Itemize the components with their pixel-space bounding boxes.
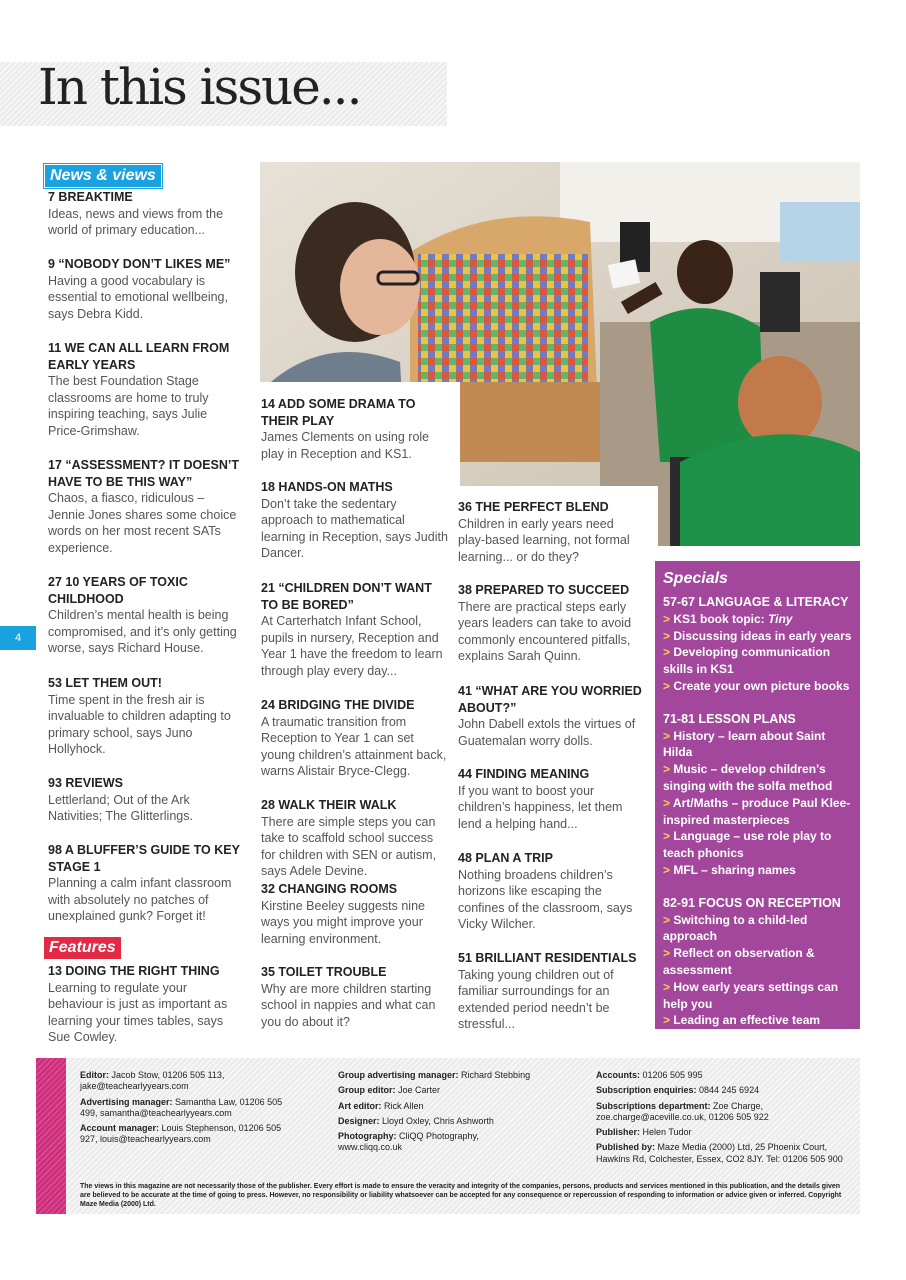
specials-item-label: Switching to a child-led approach: [663, 912, 808, 944]
credit-text: Richard Stebbing: [458, 1070, 531, 1080]
credit-text: Louis Stephenson, 01206 505 927, louis@teachearlyyears.com: [80, 1123, 282, 1145]
credit-label: Group advertising manager:: [338, 1070, 459, 1080]
article-title: 36 THE PERFECT BLEND: [458, 500, 609, 514]
article-title: 51 BRILLIANT RESIDENTIALS: [458, 951, 637, 965]
specials-item[interactable]: [663, 678, 852, 695]
article-desc: If you want to boost your children’s happiness, let them lend a helping hand...: [458, 783, 623, 831]
article-desc: James Clements on using role play in Reception and KS1.: [261, 430, 430, 461]
article-title: 7 BREAKTIME: [48, 190, 133, 204]
arrow-icon: >: [663, 979, 674, 994]
article-title: 98 A BLUFFER’S GUIDE TO KEY STAGE 1: [48, 843, 240, 874]
credit-label: Photography:: [338, 1131, 397, 1142]
article-entry[interactable]: [261, 697, 451, 780]
credit-entry: [80, 1097, 300, 1120]
specials-item[interactable]: [663, 795, 852, 829]
article-title: 11 WE CAN ALL LEARN FROM EARLY YEARS: [48, 341, 230, 372]
specials-item[interactable]: [663, 644, 852, 678]
specials-heading[interactable]: 71-81 LESSON PLANS: [663, 711, 796, 726]
credit-entry: [338, 1116, 538, 1127]
credit-entry: [338, 1101, 538, 1112]
page-title: In this issue...: [38, 58, 361, 116]
credit-text: Zoe Charge, zoe.charge@aceville.co.uk, 01206 505 922: [596, 1100, 769, 1122]
specials-item[interactable]: [663, 611, 852, 628]
section-tag-specials: Specials: [663, 570, 728, 587]
arrow-icon: >: [663, 678, 674, 693]
article-entry[interactable]: [48, 340, 240, 439]
article-entry[interactable]: [458, 850, 644, 933]
credit-entry: [596, 1085, 852, 1096]
article-desc: Kirstine Beeley suggests nine ways you might improve your learning environment.: [261, 898, 425, 946]
credit-entry: [80, 1123, 300, 1146]
credit-label: Group editor:: [338, 1085, 396, 1096]
section-tag-news-views: News & views: [44, 164, 162, 188]
arrow-icon: >: [663, 862, 674, 877]
credit-text: CliQQ Photography, www.cliqq.co.uk: [338, 1131, 479, 1153]
article-title: 53 LET THEM OUT!: [48, 676, 162, 690]
article-title: 17 “ASSESSMENT? IT DOESN’T HAVE TO BE THIS WAY”: [48, 458, 240, 489]
article-entry[interactable]: [261, 396, 451, 462]
credit-label: Designer:: [338, 1115, 380, 1126]
arrow-icon: >: [663, 946, 674, 961]
specials-item-label: Leading an effective team: [673, 1013, 821, 1028]
article-entry[interactable]: [48, 842, 240, 925]
article-desc: A traumatic transition from Reception to Year 1 can set young children’s attainment back, warns Alistair Bryce-Clegg.: [261, 714, 447, 778]
footer-col-3: [596, 1070, 852, 1169]
article-entry[interactable]: [458, 683, 644, 749]
article-desc: Children’s mental health is being compromised, and it’s only getting worse, says Richard House.: [48, 608, 237, 655]
specials-group: [663, 711, 852, 879]
article-title: 35 TOILET TROUBLE: [261, 965, 387, 979]
masthead-footer: [36, 1058, 860, 1214]
credit-text: 01206 505 995: [640, 1070, 703, 1080]
article-desc: Having a good vocabulary is essential to emotional wellbeing, says Debra Kidd.: [48, 273, 228, 321]
article-entry[interactable]: [458, 950, 644, 1033]
specials-item[interactable]: [663, 862, 852, 879]
credit-entry: [596, 1127, 852, 1138]
arrow-icon: >: [663, 611, 674, 626]
specials-item-italic: Tiny: [768, 611, 793, 626]
specials-item[interactable]: [663, 912, 852, 946]
specials-item-label: Developing communication skills in KS1: [663, 645, 831, 677]
article-desc: There are simple steps you can take to scaffold school success for children with SEN or autism, says Adele Devine.: [261, 814, 437, 878]
credit-label: Advertising manager:: [80, 1096, 173, 1107]
footer-col-1: [80, 1070, 300, 1150]
article-entry[interactable]: [458, 582, 644, 665]
specials-item-label: Reflect on observation & assessment: [663, 946, 815, 977]
article-desc: At Carterhatch Infant School, pupils in nursery, Reception and Year 1 have the freedom to learn through play every day...: [261, 614, 443, 678]
article-desc: Nothing broadens children’s horizons like escaping the confines of the classroom, says Vicky Wilcher.: [458, 867, 633, 931]
article-entry[interactable]: [48, 457, 240, 556]
credit-text: 0844 245 6924: [696, 1085, 760, 1096]
article-title: 44 FINDING MEANING: [458, 767, 590, 781]
specials-group: [663, 895, 852, 1029]
arrow-icon: >: [663, 1013, 674, 1028]
article-title: 48 PLAN A TRIP: [458, 851, 553, 865]
specials-heading[interactable]: 82-91 FOCUS ON RECEPTION: [663, 895, 841, 910]
credit-text: Samantha Law, 01206 505 499, samantha@teachearlyyears.com: [80, 1096, 283, 1118]
article-entry[interactable]: [48, 775, 240, 825]
credit-entry: [596, 1101, 852, 1124]
article-entry[interactable]: [48, 256, 240, 322]
credit-label: Account manager:: [80, 1123, 160, 1134]
disclaimer-text: The views in this magazine are not necessarily those of the publisher. Every effort is made to ensure the veracity and integrity of the companies, persons, products and services mentioned in this publication, and the details given are believed to be accurate at the time of going to press. However, no responsibility or liability whatsoever can be accepted for any consequence or repercussion of responding to information or advice given or inferred. Copyright Maze Media (2000) Ltd.: [80, 1183, 842, 1208]
specials-item[interactable]: [663, 728, 852, 762]
article-entry[interactable]: [261, 964, 451, 1030]
specials-item-label: Discussing ideas in early years: [673, 628, 852, 643]
article-entry[interactable]: [48, 963, 240, 1046]
specials-item-label: Create your own picture books: [673, 678, 850, 693]
credit-text: Lloyd Oxley, Chris Ashworth: [379, 1115, 494, 1126]
article-desc: Lettlerland; Out of the Ark Nativities; The Glitterlings.: [48, 792, 193, 823]
section-tag-features: Features: [44, 937, 121, 959]
article-desc: Ideas, news and views from the world of primary education...: [48, 206, 224, 237]
article-desc: Why are more children starting school in nappies and what can you do about it?: [261, 981, 436, 1029]
specials-item-label: Art/Maths – produce Paul Klee-inspired masterpieces: [663, 795, 851, 827]
article-title: 32 CHANGING ROOMS: [261, 882, 398, 896]
arrow-icon: >: [663, 645, 674, 660]
article-entry[interactable]: [48, 189, 240, 239]
credit-text: Maze Media (2000) Ltd, 25 Phoenix Court, Hawkins Rd, Colchester, Essex, CO2 8JY. Tel: 01206 505 900: [596, 1142, 843, 1164]
specials-item-label: KS1 book topic:: [673, 611, 769, 626]
article-entry[interactable]: [261, 479, 451, 562]
footer-col-2: [338, 1070, 538, 1158]
specials-heading[interactable]: 57-67 LANGUAGE & LITERACY: [663, 595, 849, 609]
article-entry[interactable]: [261, 797, 451, 880]
credit-text: Rick Allen: [381, 1100, 424, 1111]
page-number: 4: [0, 626, 36, 650]
specials-box: [655, 561, 860, 1029]
article-title: 18 HANDS-ON MATHS: [261, 480, 393, 494]
credit-entry: [338, 1085, 538, 1096]
credit-label: Accounts:: [596, 1070, 641, 1080]
article-title: 13 DOING THE RIGHT THING: [48, 964, 220, 978]
article-title: 38 PREPARED TO SUCCEED: [458, 583, 630, 597]
article-entry[interactable]: [458, 499, 644, 565]
arrow-icon: >: [663, 762, 674, 777]
article-desc: The best Foundation Stage classrooms are home to truly inspiring teaching, says Julie Price-Grimshaw.: [48, 374, 209, 438]
article-desc: Taking young children out of familiar surroundings for an extended period needn’t be stressful...: [458, 967, 614, 1031]
specials-item[interactable]: [663, 761, 852, 795]
specials-item-label: History – learn about Saint Hilda: [663, 728, 826, 760]
credit-label: Art editor:: [338, 1100, 382, 1111]
specials-item[interactable]: [663, 945, 852, 979]
article-desc: Children in early years need play-based learning, not formal learning... or do they?: [458, 516, 630, 564]
article-title: 14 ADD SOME DRAMA TO THEIR PLAY: [261, 397, 416, 428]
credit-label: Published by:: [596, 1142, 656, 1153]
article-desc: John Dabell extols the virtues of Guatemalan worry dolls.: [458, 717, 636, 748]
article-title: 41 “WHAT ARE YOU WORRIED ABOUT?”: [458, 684, 642, 715]
credit-entry: [80, 1070, 300, 1093]
specials-item[interactable]: [663, 628, 852, 645]
article-title: 9 “NOBODY DON’T LIKES ME”: [48, 257, 231, 271]
article-entry[interactable]: [261, 881, 451, 947]
arrow-icon: >: [663, 829, 674, 844]
article-desc: Planning a calm infant classroom with absolutely no patches of unexplained gunk? Forget it!: [48, 876, 232, 923]
arrow-icon: >: [663, 795, 673, 810]
arrow-icon: >: [663, 628, 674, 643]
credit-label: Editor:: [80, 1070, 109, 1080]
credit-entry: [596, 1070, 852, 1081]
credit-entry: [338, 1131, 538, 1154]
article-entry[interactable]: [261, 580, 451, 679]
specials-item-label: Language – use role play to teach phonics: [663, 829, 832, 861]
article-desc: Time spent in the fresh air is invaluable to children adapting to primary school, says Juno Hollyhock.: [48, 692, 231, 756]
article-entry[interactable]: [48, 675, 240, 758]
specials-item[interactable]: [663, 1012, 852, 1029]
specials-item[interactable]: [663, 979, 852, 1013]
article-desc: There are practical steps early years leaders can take to avoid commonly encountered pitfalls, explains Sarah Quinn.: [458, 599, 632, 663]
article-title: 28 WALK THEIR WALK: [261, 798, 397, 812]
article-title: 27 10 YEARS OF TOXIC CHILDHOOD: [48, 575, 188, 606]
article-title: 21 “CHILDREN DON’T WANT TO BE BORED”: [261, 581, 432, 612]
arrow-icon: >: [663, 912, 674, 927]
article-entry[interactable]: [48, 574, 240, 657]
credit-label: Publisher:: [596, 1127, 641, 1138]
article-title: 93 REVIEWS: [48, 776, 124, 790]
credit-entry: [338, 1070, 538, 1081]
specials-item-label: MFL – sharing names: [673, 862, 796, 877]
credit-label: Subscriptions department:: [596, 1100, 711, 1111]
specials-item[interactable]: [663, 828, 852, 862]
article-title: 24 BRIDGING THE DIVIDE: [261, 698, 415, 712]
specials-item-label: Music – develop children’s singing with the solfa method: [663, 762, 833, 793]
article-desc: Learning to regulate your behaviour is just as important as learning your times tables, says Sue Cowley.: [48, 980, 228, 1044]
article-entry[interactable]: [458, 766, 644, 832]
article-desc: Chaos, a fiasco, ridiculous – Jennie Jones shares some choice words on her most recent SATs experience.: [48, 491, 237, 555]
credit-entry: [596, 1142, 852, 1165]
footer-accent-bar: [36, 1058, 66, 1214]
credit-text: Helen Tudor: [640, 1127, 692, 1138]
arrow-icon: >: [663, 728, 674, 743]
article-desc: Don’t take the sedentary approach to mathematical learning in Reception, says Judith Dancer.: [261, 496, 448, 560]
specials-group: [663, 594, 852, 695]
credit-text: Jacob Stow, 01206 505 113, jake@teachearlyyears.com: [80, 1070, 225, 1092]
credit-label: Subscription enquiries:: [596, 1085, 697, 1096]
specials-item-label: How early years settings can help you: [663, 979, 839, 1011]
credit-text: Joe Carter: [395, 1085, 441, 1096]
